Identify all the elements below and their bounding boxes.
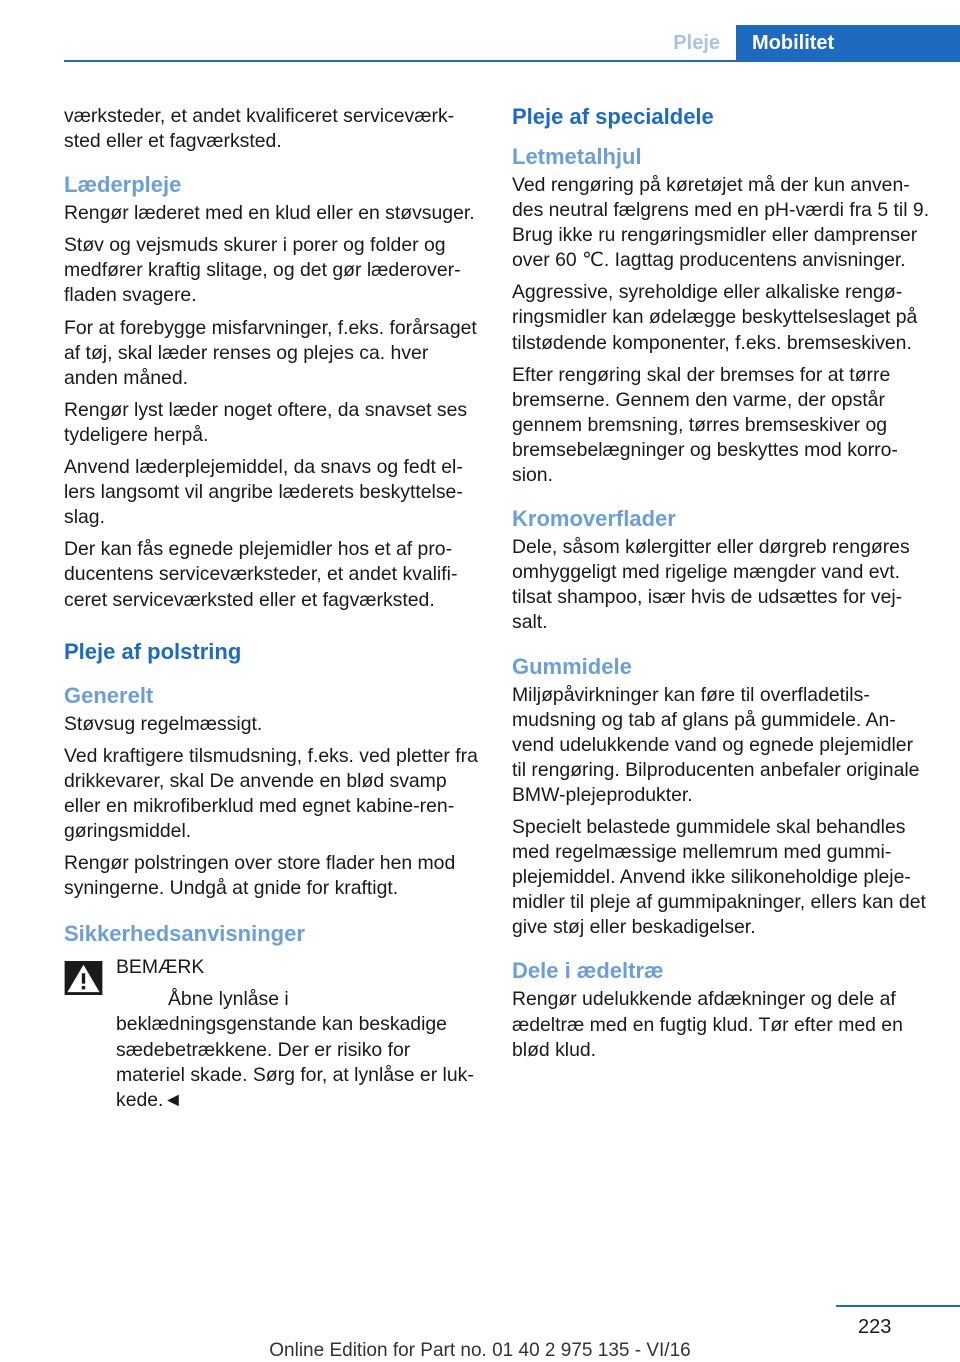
paragraph: Rengør udelukkende afdækninger og dele af ædeltræ med en fugtig klud. Tør efter med en blød klud. [512, 988, 903, 1061]
paragraph: Miljøpåvirkninger kan føre til overfladetilsmudsning og tab af glans på gummidele. Anvend udelukkende vand og egnede plejemidler til rengøring. Bilproducenten anbefaler originale BMW-plejeprodukter. [512, 683, 920, 806]
heading-gummidele: Gummidele [512, 653, 632, 679]
heading-kromoverflader: Kromoverflader [512, 506, 676, 532]
heading-laederpleje: Læderpleje [64, 172, 182, 198]
paragraph: Aggressive, syreholdige eller alkaliske rengøringsmidler kan ødelægge beskyttelseslaget på tilstødende komponenter, f.eks. bremseskiven. [512, 281, 918, 354]
paragraph: Der kan fås egnede plejemidler hos et af producentens serviceværksteder, et andet kvalificeret serviceværksted eller et fagværksted. [64, 538, 458, 611]
paragraph: Støvsug regelmæssigt. [64, 712, 263, 735]
paragraph: Rengør polstringen over store flader hen mod syningerne. Undgå at gnide for kraftigt. [64, 852, 456, 900]
tab-pleje[interactable]: Pleje [673, 32, 720, 54]
heading-pleje-af-polstring: Pleje af polstring [64, 638, 242, 664]
paragraph: Ved kraftigere tilsmudsning, f.eks. ved pletter fra drikkevarer, skal De anvende en blød svamp eller en mikrofiberklud med egnet kabine-rengøringsmiddel. [64, 744, 478, 842]
paragraph: Specielt belastede gummidele skal behandles med regelmæssige mellemrum med gummiplejemiddel. Anvend ikke silikoneholdige plejemidler til pleje af gummipakninger, ellers kan det give støj eller beskadigelser. [512, 815, 926, 939]
heading-pleje-af-specialdele: Pleje af specialdele [512, 104, 714, 129]
paragraph: Rengør lyst læder noget oftere, da snavset ses tydeligere herpå. [64, 398, 468, 446]
header-tabs [655, 25, 960, 61]
paragraph: Ved rengøring på køretøjet må der kun anvendes neutral fælgrens med en pH-værdi fra 5 til 9. Brug ikke ru rengøringsmidler eller damprenser over 60 ℃. Iagttag producentens anvisninger. [512, 174, 930, 272]
heading-dele-i-aedeltrae: Dele i ædeltræ [512, 958, 664, 984]
paragraph: Støv og vejsmuds skurer i porer og folder og medfører kraftig slitage, og det gør læderoverfladen svagere. [64, 234, 461, 307]
heading-letmetalhjul: Letmetalhjul [512, 144, 642, 169]
warning-notice [64, 955, 484, 1113]
header-rule [64, 60, 960, 62]
heading-sikkerhedsanvisninger: Sikkerhedsanvisninger [64, 921, 305, 947]
paragraph: For at forebygge misfarvninger, f.eks. forårsaget af tøj, skal læder renses og plejes ca. hver anden måned. [64, 316, 477, 389]
right-column [512, 104, 930, 1070]
warning-text: Åbne lynlåse i beklædningsgenstande kan beskadige sædebetrækkene. Der er risiko for materiel skade. Sørg for, at lynlåse er lukkede.◄ [116, 988, 474, 1111]
paragraph: Anvend læderplejemiddel, da snavs og fedt ellers langsomt vil angribe læderets beskyttelseslag. [64, 456, 463, 529]
paragraph: Rengør læderet med en klud eller en støvsuger. [64, 202, 475, 225]
intro-continuation: værksteder, et andet kvalificeret serviceværksted eller et fagværksted. [64, 105, 455, 153]
tab-mobilitet[interactable]: Mobilitet [736, 25, 960, 61]
footer-rule [836, 1305, 960, 1307]
left-column [64, 104, 484, 1120]
warning-triangle-icon [64, 961, 103, 995]
paragraph: Dele, såsom kølergitter eller dørgreb rengøres omhyggeligt med rigelige mængder vand evt. tilsat shampoo, især hvis de udsættes for vejsalt. [512, 536, 910, 634]
page-number: 223 [858, 1316, 892, 1338]
paragraph: Efter rengøring skal der bremses for at tørre bremserne. Gennem den varme, der opstår gennem bremsning, tørres bremseskiver og bremsebelægninger og beskyttes mod korrosion. [512, 363, 898, 487]
footer-edition: Online Edition for Part no. 01 40 2 975 135 - VI/16 [269, 1340, 691, 1361]
warning-label: BEMÆRK [116, 956, 205, 979]
heading-generelt: Generelt [64, 682, 154, 708]
